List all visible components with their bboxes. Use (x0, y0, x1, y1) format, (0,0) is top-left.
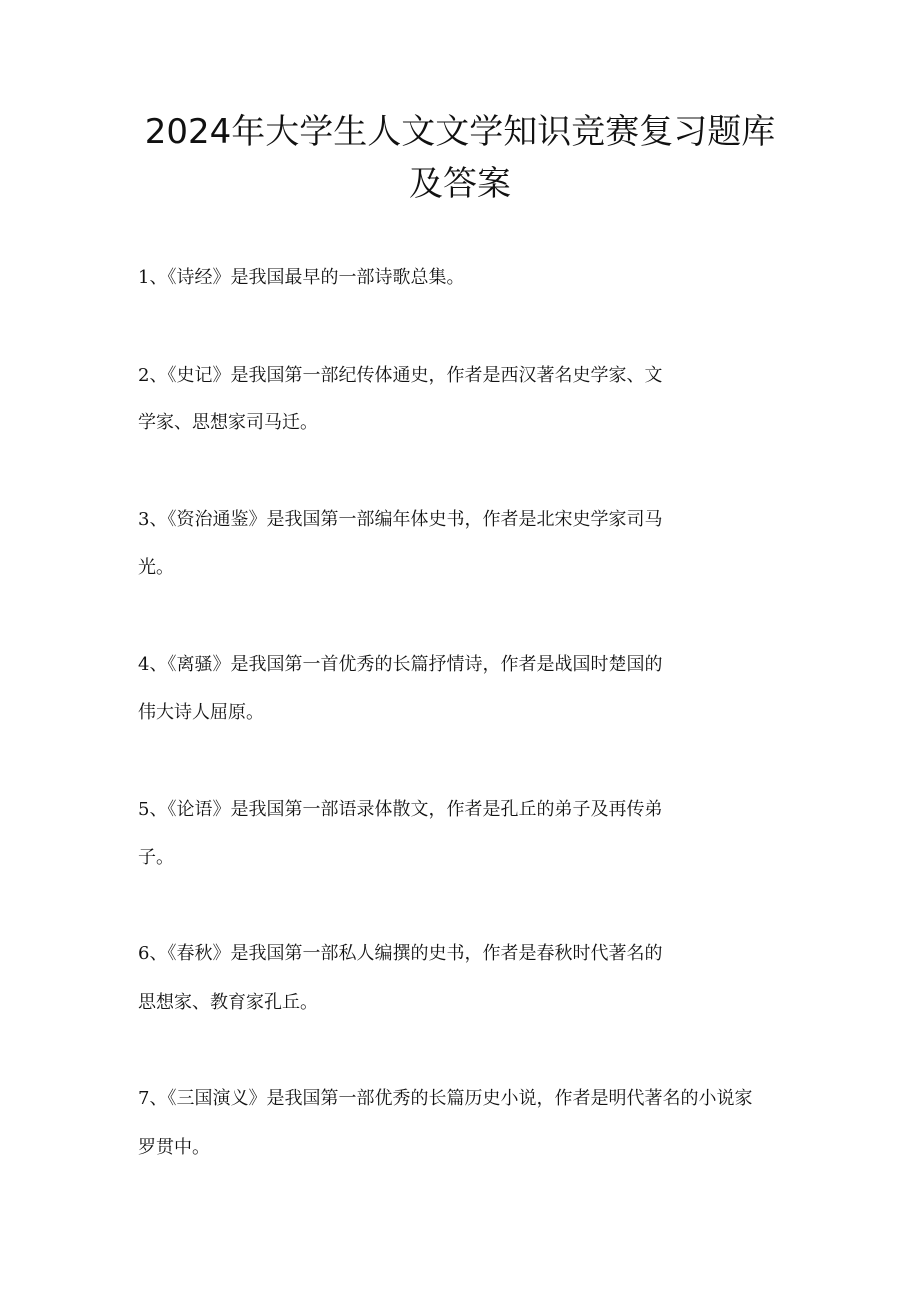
question-item-4-line-1: 4、《离骚》是我国第一首优秀的长篇抒情诗，作者是战国时楚国的 (138, 654, 663, 675)
question-item-7-line-1: 7、《三国演义》是我国第一部优秀的长篇历史小说，作者是明代著名的小说家 (138, 1088, 753, 1109)
page-title-line-1: 2024年大学生人文文学知识竞赛复习题库 (144, 112, 776, 152)
question-item-2-line-2: 学家、思想家司马迁。 (138, 412, 318, 433)
question-item-1-line-1: 1、《诗经》是我国最早的一部诗歌总集。 (138, 267, 465, 288)
question-item-7-line-2: 罗贯中。 (138, 1137, 210, 1158)
question-item-2-line-1: 2、《史记》是我国第一部纪传体通史，作者是西汉著名史学家、文 (138, 365, 663, 386)
page-title-line-2: 及答案 (409, 164, 511, 204)
question-item-5-line-1: 5、《论语》是我国第一部语录体散文，作者是孔丘的弟子及再传弟 (138, 799, 663, 820)
question-item-6-line-1: 6、《春秋》是我国第一部私人编撰的史书，作者是春秋时代著名的 (138, 943, 663, 964)
question-item-3-line-1: 3、《资治通鉴》是我国第一部编年体史书，作者是北宋史学家司马 (138, 509, 663, 530)
question-item-6-line-2: 思想家、教育家孔丘。 (138, 992, 318, 1013)
question-item-4-line-2: 伟大诗人屈原。 (138, 702, 264, 723)
question-item-3-line-2: 光。 (138, 557, 174, 578)
question-item-5-line-2: 子。 (138, 847, 174, 868)
